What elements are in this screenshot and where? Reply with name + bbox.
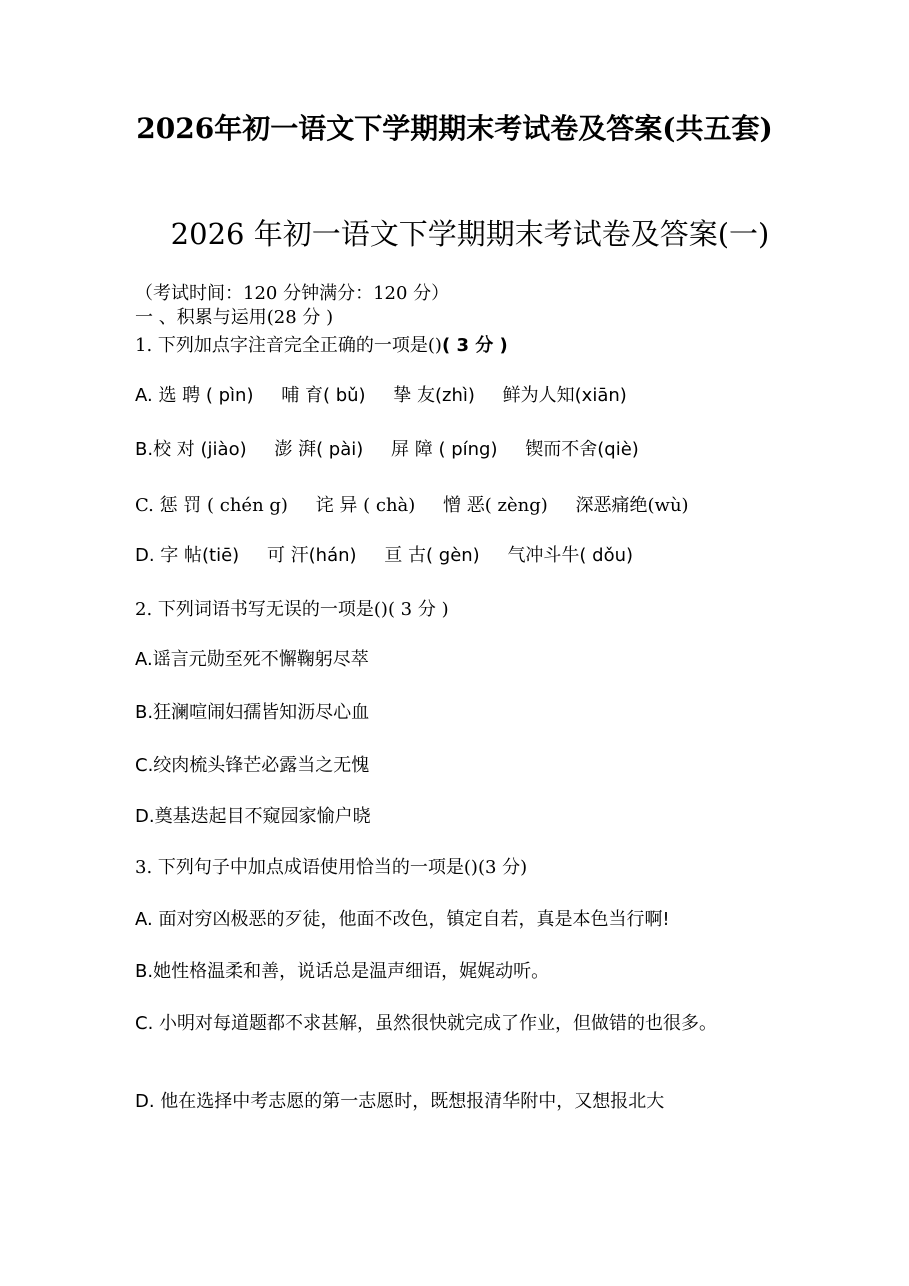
question-2-option-d: D.奠基迭起目不窥园家愉户晓: [135, 806, 371, 827]
question-2-stem: 2. 下列词语书写无误的一项是()( 3 分 ): [135, 599, 449, 620]
question-1-option-c: [135, 494, 785, 518]
question-3-stem: 3. 下列句子中加点成语使用恰当的一项是()(3 分): [135, 857, 528, 878]
option-item: 挚 友(zhì): [393, 385, 475, 406]
section-heading: 一 、积累与运用(28 分 ): [135, 307, 334, 328]
option-item: 哺 育( bǔ): [281, 385, 366, 406]
option-item: 屏 障 ( píng): [391, 439, 498, 460]
option-item: 锲而不舍(qiè): [525, 439, 639, 460]
document-title: 2026年初一语文下学期期末考试卷及答案(共五套): [136, 112, 773, 145]
question-2-option-a: A.谣言元勋至死不懈鞠躬尽萃: [135, 649, 369, 670]
question-1-option-d: [135, 544, 785, 568]
question-3-option-b: B.她性格温柔和善，说话总是温声细语，娓娓动听。: [135, 961, 550, 982]
option-item: 可 汗(hán): [266, 545, 357, 566]
option-item: C. 惩 罚 ( chén g): [135, 495, 288, 516]
option-item: 气冲斗牛( dǒu): [507, 545, 634, 566]
question-1-stem: [135, 334, 785, 358]
question-3-option-a: A. 面对穷凶极恶的歹徒，他面不改色，镇定自若，真是本色当行啊!: [135, 909, 670, 930]
option-item: 憎 恶( zèng): [443, 495, 548, 516]
option-item: A. 选 聘 ( pìn): [135, 385, 254, 406]
question-2-option-c: C.绞肉梳头锋芒必露当之无愧: [135, 755, 370, 776]
option-item: D. 字 帖(tiē): [135, 545, 240, 566]
option-item: 亘 古( gèn): [384, 545, 480, 566]
exam-subtitle: 2026 年初一语文下学期期末考试卷及答案(一): [170, 217, 770, 251]
option-item: 澎 湃( pài): [274, 439, 364, 460]
question-1-option-a: [135, 384, 785, 408]
option-item: 深恶痛绝(wù): [575, 495, 689, 516]
option-item: B.校 对 (jiào): [135, 439, 247, 460]
question-3-option-c: C. 小明对每道题都不求甚解，虽然很快就完成了作业，但做错的也很多。: [135, 1013, 718, 1034]
question-1-score: ( 3 分 ): [441, 335, 508, 356]
question-3-option-d: D. 他在选择中考志愿的第一志愿时，既想报清华附中，又想报北大: [135, 1091, 665, 1112]
option-item: 诧 异 ( chà): [315, 495, 416, 516]
option-item: 鲜为人知(xiān): [502, 385, 627, 406]
exam-info: （考试时间：120 分钟满分：120 分）: [135, 283, 450, 304]
question-2-option-b: B.狂澜喧闹妇孺皆知沥尽心血: [135, 702, 370, 723]
question-1-text: 1. 下列加点字注音完全正确的一项是(): [135, 335, 442, 356]
question-1-option-b: [135, 438, 785, 462]
